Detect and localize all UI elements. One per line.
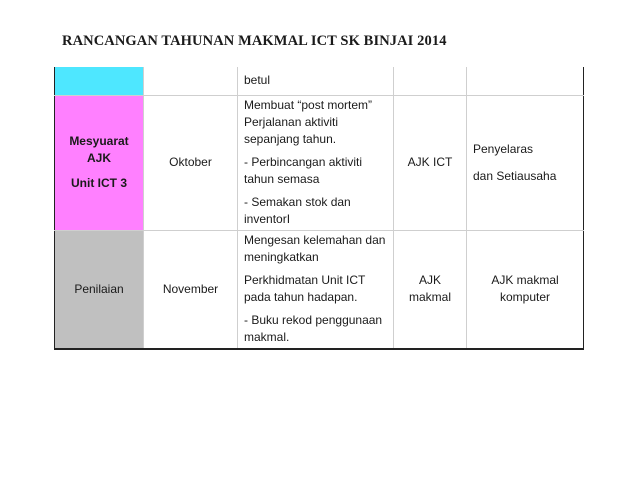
- task-text: - Semakan stok dan inventorI: [244, 195, 351, 226]
- notes-cell: [467, 67, 584, 95]
- responsible-cell: [394, 67, 467, 95]
- table-row: [55, 230, 584, 349]
- table-row: [55, 67, 584, 95]
- notes-cell: [467, 230, 584, 349]
- tasks-cell: [238, 230, 394, 349]
- responsible-cell: AJK makmal: [394, 230, 467, 349]
- document-title: RANCANGAN TAHUNAN MAKMAL ICT SK BINJAI 2014: [62, 33, 447, 49]
- task-text: Mengesan kelemahan dan meningkatkan: [244, 233, 386, 265]
- table-row: [55, 95, 584, 230]
- notes-cell: [467, 95, 584, 230]
- task-text: - Buku rekod penggunaan makmal.: [244, 313, 383, 345]
- activity-cell: [55, 95, 144, 230]
- task-text: Perkhidmatan Unit ICT pada tahun hadapan.: [244, 273, 366, 305]
- activity-label: Mesyuarat AJK: [69, 134, 129, 165]
- activity-cell: [55, 230, 144, 349]
- activity-label: Penilaian: [74, 281, 124, 296]
- notes-text: dan Setiausaha: [473, 168, 557, 183]
- tasks-cell: [238, 67, 394, 95]
- task-text: betul: [244, 73, 271, 88]
- notes-text: Penyelaras: [473, 141, 534, 156]
- task-text: Membuat “post mortem” Perjalanan aktiviti sepanjang tahun.: [244, 98, 373, 146]
- activity-cell: [55, 67, 144, 95]
- task-text: - Perbincangan aktiviti tahun semasa: [244, 155, 363, 186]
- month-cell: [144, 67, 238, 95]
- activity-label: Unit ICT 3: [71, 176, 127, 190]
- plan-table: [54, 67, 584, 350]
- tasks-cell: [238, 95, 394, 230]
- notes-text: AJK makmal komputer: [491, 273, 559, 305]
- month-cell: Oktober: [144, 95, 238, 230]
- responsible-cell: AJK ICT: [394, 95, 467, 230]
- month-cell: November: [144, 230, 238, 349]
